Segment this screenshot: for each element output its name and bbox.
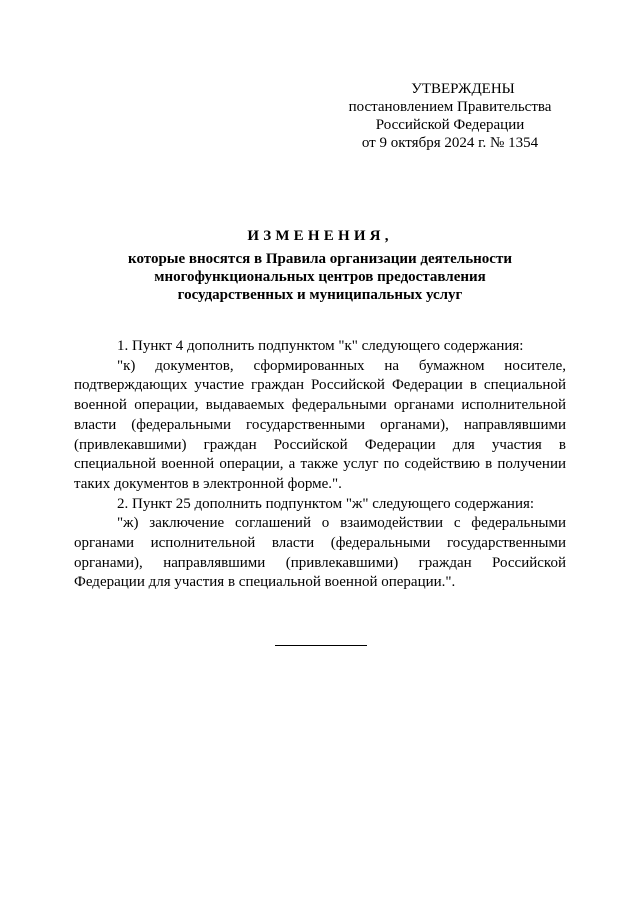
paragraph-3: 2. Пункт 25 дополнить подпунктом "ж" следующего содержания:	[117, 495, 535, 512]
approval-stamp	[330, 80, 570, 152]
subtitle-line-1: которые вносятся в Правила организации деятельности	[128, 251, 512, 267]
subtitle-line-3: государственных и муниципальных услуг	[177, 287, 463, 303]
paragraph-2: "к) документов, сформированных на бумажном носителе, подтверждающих участие граждан Российской Федерации в специальной военной операции, выдаваемых федеральными органами исполнительной власти (федеральными государственными органами), направлявшими (привлекавшими) граждан Российской Федерации для участия в специальной военной операции, а также услуг по содействию в получении таких документов в электронной форме.".	[74, 357, 566, 492]
document-subtitle	[80, 250, 560, 304]
closing-divider	[275, 645, 367, 646]
subtitle-line-2: многофункциональных центров предоставления	[154, 269, 486, 285]
document-body	[74, 337, 566, 593]
document-title: ИЗМЕНЕНИЯ,	[247, 228, 393, 244]
approval-line-1: постановлением Правительства	[348, 99, 552, 115]
approval-heading: УТВЕРЖДЕНЫ	[411, 81, 515, 97]
approval-line-2: Российской Федерации	[375, 117, 525, 133]
approval-line-3: от 9 октября 2024 г. № 1354	[361, 135, 539, 151]
paragraph-1: 1. Пункт 4 дополнить подпунктом "к" следующего содержания:	[117, 338, 524, 354]
paragraph-4: "ж) заключение соглашений о взаимодействии с федеральными органами исполнительной власти (федеральными государственными органами), направлявшими (привлекавшими) граждан Российской Федерации для участия в специальной военной операции.".	[74, 515, 566, 591]
